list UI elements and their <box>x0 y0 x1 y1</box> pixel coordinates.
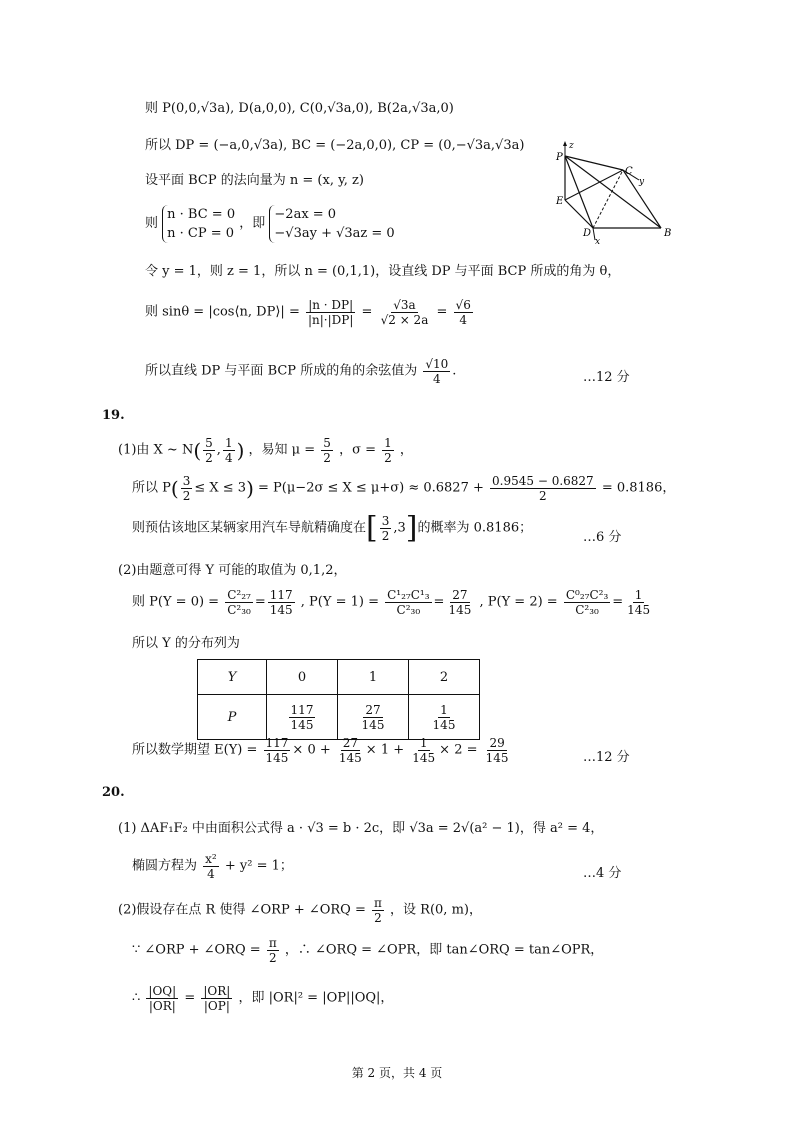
q19-p3: 则预估该地区某辆家用汽车导航精确度在[ $\frac{3}{2}$ ,3]的概率为 0.8186； <box>132 510 533 546</box>
table-header-cell: 2 <box>409 660 480 695</box>
table-header-cell: 0 <box>267 660 338 695</box>
table-cell: $\frac{117}{145}$ <box>267 695 338 740</box>
q20-p5: ∴ $\frac{|OQ|}{|OR|}$ = $\frac{|OR|}{|OP|}$ ，即 |OR|² = |OP||OQ|， <box>132 984 394 1013</box>
label-p: P <box>556 152 563 163</box>
q18-normal-intro: 设平面 BCP 的法向量为 n = (x, y, z) <box>145 173 364 188</box>
label-z: z <box>569 141 574 151</box>
table-row <box>198 695 480 740</box>
q18-conclusion: 所以直线 DP 与平面 BCP 所成的角的余弦值为 $\frac{√10}{4}$ . <box>145 357 457 386</box>
q19-p7: 所以数学期望 E(Y) = $\frac{117}{145}$ × 0 + $\frac{27}{145}$ × 1 + $\frac{1}{145}$ × 2 = $\frac{29}{145}$ <box>132 736 509 765</box>
q19-p1: (1)由 X ~ N( $\frac{5}{2}$ , $\frac{1}{4}$ ) ，易知 μ = $\frac{5}{2}$ ，σ = $\frac{1}{2}$ ， <box>118 436 413 465</box>
q18-vectors: 所以 DP = (−a,0,√3a), BC = (−2a,0,0), CP = (0,−√3a,√3a) <box>145 138 525 153</box>
label-y: y <box>639 177 645 187</box>
q20-p3: (2)假设存在点 R 使得 ∠ORP + ∠ORQ = $\frac{\pi}{2}$ ，设 R(0, m)， <box>118 896 482 925</box>
label-b: B <box>664 228 672 239</box>
table-cell: $\frac{1}{145}$ <box>409 695 480 740</box>
q19-p4: (2)由题意可得 Y 可能的取值为 0,1,2， <box>118 563 347 578</box>
label-c: C <box>625 166 633 177</box>
q18-system-left: n · BC = 0 n · CP = 0 <box>162 205 235 243</box>
edge-dc <box>593 170 623 228</box>
q18-score: …12 分 <box>583 370 630 385</box>
q19-score1: …6 分 <box>583 530 622 545</box>
q20-p1: (1) ΔAF₁F₂ 中由面积公式得 a · √3 = b · 2c，即 √3a = 2√(a² − 1)，得 a² = 4， <box>118 821 604 836</box>
q18-frac3: $\frac{√6}{4}$ <box>455 298 471 327</box>
q19-number: 19. <box>102 408 125 423</box>
q20-p2: 椭圆方程为 $\frac{\text{x²}}{4}$ + y² = 1； <box>132 852 293 881</box>
table-row <box>198 660 480 695</box>
q18-figure <box>553 140 683 250</box>
distribution-table <box>197 659 480 740</box>
q19-p5: 则 P(Y = 0) = $\frac{\text{C²₂₇}}{\text{C²₃₀}}$ = $\frac{117}{145}$ , P(Y = 1) = $\frac{\text{C¹₂₇C¹₃}}{\text{C²₃₀}}$ = $\frac{27}{145}$ , P(Y = 2) = $\frac{\text{C⁰₂₇C²₃}}{\text{C²₃₀}}$ = $\frac{1}{145}$ <box>132 588 651 617</box>
q18-let-y: 令 y = 1，则 z = 1，所以 n = (0,1,1)，设直线 DP 与平面 BCP 所成的角为 θ， <box>145 264 621 279</box>
edge-ed <box>565 200 593 228</box>
label-d: D <box>583 228 592 239</box>
q18-coords: 则 P(0,0,√3a), D(a,0,0), C(0,√3a,0), B(2a,√3a,0) <box>145 101 454 116</box>
q18-frac2: $\frac{√3a}{√2 \times 2a}$ <box>380 298 429 327</box>
edge-ec <box>565 170 623 200</box>
q19-p2: 所以 P( $\frac{3}{2}$ ≤ X ≤ 3) = P(μ−2σ ≤ X ≤ μ+σ) ≈ 0.6827 + $\frac{0.9545 - 0.6827}{2}$ = 0.8186， <box>132 474 676 503</box>
label-e: E <box>556 196 564 207</box>
q18-frac1: $\frac{|n \cdot DP|}{|n|\cdot|DP|}$ <box>307 298 354 327</box>
q18-system-right: −2ax = 0 −√3ay + √3az = 0 <box>269 205 394 243</box>
q19-p6: 所以 Y 的分布列为 <box>132 636 240 651</box>
q19-score2: …12 分 <box>583 750 630 765</box>
table-header-cell: 1 <box>338 660 409 695</box>
q20-number: 20. <box>102 785 125 800</box>
q18-system: 则 n · BC = 0 n · CP = 0 ，即 −2ax = 0 −√3ay + √3az = 0 <box>145 207 395 241</box>
table-row-label: P <box>198 695 267 740</box>
table-header-y: Y <box>198 660 267 695</box>
page-footer: 第 2 页，共 4 页 <box>351 1066 443 1080</box>
q18-sin-line: 则 sinθ = |cos⟨n, DP⟩| = $\frac{|n \cdot DP|}{|n|\cdot|DP|}$ = $\frac{√3a}{√2 \times 2a}$ = $\frac{√6}{4}$ <box>145 298 471 327</box>
table-cell: $\frac{27}{145}$ <box>338 695 409 740</box>
label-x: x <box>595 237 601 247</box>
q20-score1: …4 分 <box>583 866 622 881</box>
q20-p4: ∵ ∠ORP + ∠ORQ = $\frac{\pi}{2}$ ，∴ ∠ORQ = ∠OPR，即 tan∠ORQ = tan∠OPR， <box>132 936 604 965</box>
z-arrow <box>563 141 567 146</box>
